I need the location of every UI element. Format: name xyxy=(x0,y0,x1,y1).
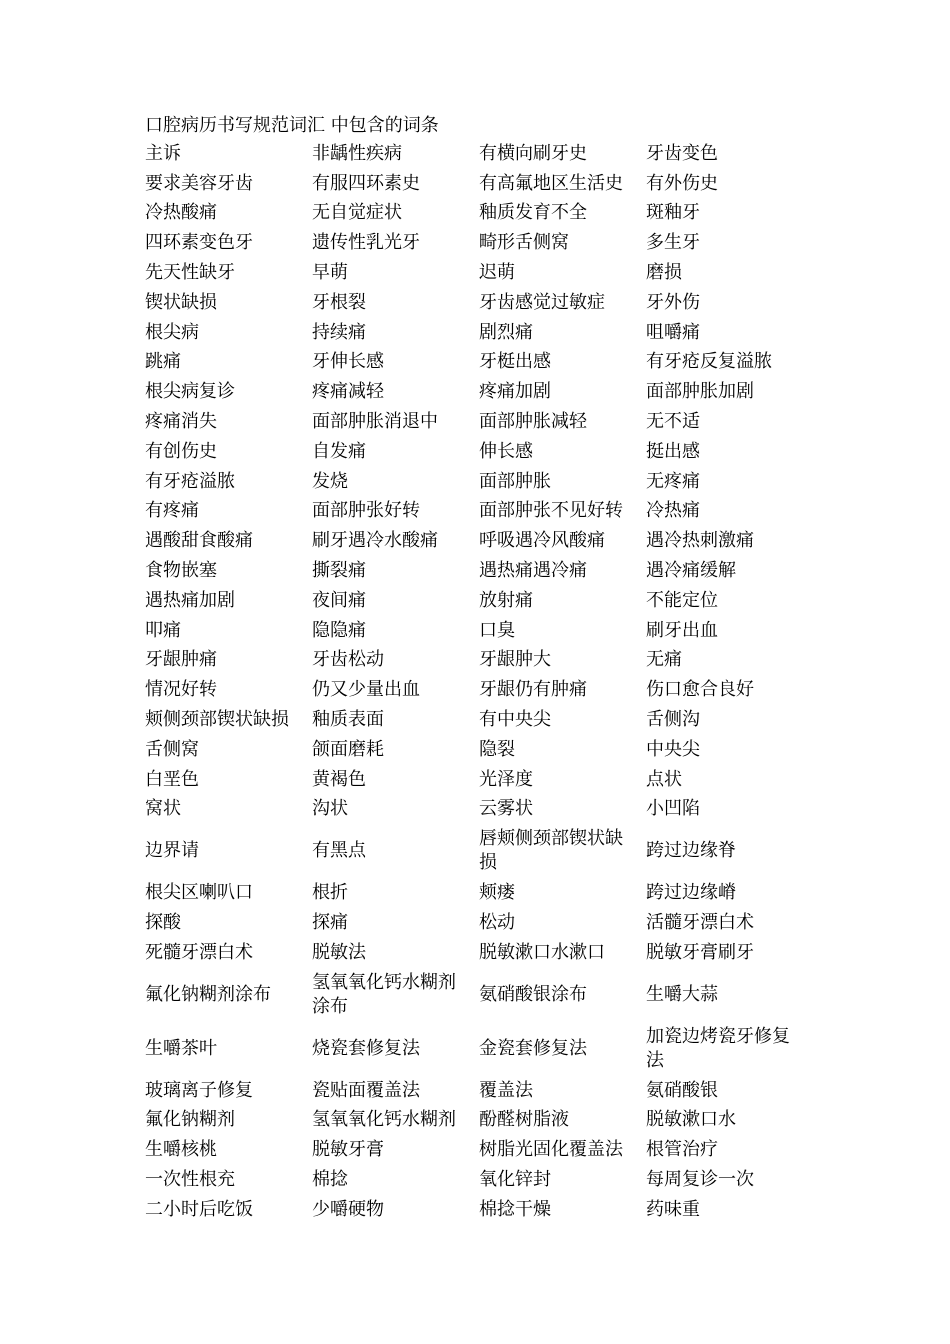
table-row xyxy=(138,646,806,676)
table-cell: 氟化钠糊剂涂布 xyxy=(145,983,271,1005)
table-cell: 牙梃出感 xyxy=(479,351,551,373)
terms-table xyxy=(138,139,806,1225)
table-cell: 咀嚼痛 xyxy=(646,321,700,343)
table-cell: 窝状 xyxy=(145,798,181,820)
table-cell: 面部肿胀消退中 xyxy=(312,411,438,433)
table-cell: 疼痛减轻 xyxy=(312,381,384,403)
table-row xyxy=(138,1106,806,1136)
table-cell: 边界请 xyxy=(145,840,199,862)
table-cell: 畸形舌侧窝 xyxy=(479,232,569,254)
table-cell: 刷牙遇冷水酸痛 xyxy=(312,530,438,552)
table-cell: 面部肿胀 xyxy=(479,470,551,492)
table-cell: 冷热酸痛 xyxy=(145,202,217,224)
table-cell: 锲状缺损 xyxy=(145,291,217,313)
table-cell: 舌侧沟 xyxy=(646,709,700,731)
table-cell: 二小时后吃饭 xyxy=(145,1198,253,1220)
table-cell: 点状 xyxy=(646,768,682,790)
table-cell: 少嚼硬物 xyxy=(312,1198,384,1220)
table-cell: 遇热痛遇冷痛 xyxy=(479,560,587,582)
table-cell: 牙根裂 xyxy=(312,291,366,313)
table-cell: 死髓牙漂白术 xyxy=(145,941,253,963)
table-cell: 面部肿张不见好转 xyxy=(479,500,623,522)
table-cell: 牙龈仍有肿痛 xyxy=(479,679,587,701)
table-cell: 早萌 xyxy=(312,262,348,284)
table-cell: 光泽度 xyxy=(479,768,533,790)
table-cell: 氨硝酸银 xyxy=(646,1079,718,1101)
table-cell: 牙外伤 xyxy=(646,291,700,313)
table-cell: 无自觉症状 xyxy=(312,202,402,224)
table-cell: 斑釉牙 xyxy=(646,202,700,224)
table-cell: 面部肿胀减轻 xyxy=(479,411,587,433)
table-cell: 有服四环素史 xyxy=(312,172,420,194)
table-row xyxy=(138,675,806,705)
table-cell: 氨硝酸银涂布 xyxy=(479,983,587,1005)
table-row xyxy=(138,735,806,765)
table-cell: 遇热痛加剧 xyxy=(145,589,235,611)
terms-table-body xyxy=(138,139,806,1225)
table-cell: 根尖区喇叭口 xyxy=(145,882,253,904)
table-cell: 呼吸遇冷风酸痛 xyxy=(479,530,605,552)
table-cell: 伸长感 xyxy=(479,440,533,462)
table-row xyxy=(138,228,806,258)
table-cell: 小凹陷 xyxy=(646,798,700,820)
table-cell: 探酸 xyxy=(145,912,181,934)
table-cell: 隐隐痛 xyxy=(312,619,366,641)
table-cell: 不能定位 xyxy=(646,589,718,611)
table-row xyxy=(138,705,806,735)
table-cell: 面部肿胀加剧 xyxy=(646,381,754,403)
table-row xyxy=(138,348,806,378)
table-cell: 持续痛 xyxy=(312,321,366,343)
table-row xyxy=(138,497,806,527)
table-cell: 牙齿变色 xyxy=(646,142,718,164)
table-row xyxy=(138,467,806,497)
table-cell: 发烧 xyxy=(312,470,348,492)
table-cell: 跨过边缘嵴 xyxy=(646,882,736,904)
table-row xyxy=(138,1195,806,1225)
table-cell: 脱敏漱口水 xyxy=(646,1109,736,1131)
table-cell: 烧瓷套修复法 xyxy=(312,1037,420,1059)
table-row xyxy=(138,1076,806,1106)
table-row xyxy=(138,616,806,646)
table-cell: 口臭 xyxy=(479,619,515,641)
table-cell: 根尖病 xyxy=(145,321,199,343)
table-row xyxy=(138,765,806,795)
table-cell: 氟化钠糊剂 xyxy=(145,1109,235,1131)
table-row xyxy=(138,258,806,288)
table-cell: 一次性根充 xyxy=(145,1169,235,1190)
table-cell: 脱敏漱口水漱口 xyxy=(479,941,605,963)
table-cell: 酚醛树脂液 xyxy=(479,1109,569,1131)
table-cell: 沟状 xyxy=(312,798,348,820)
table-cell: 遗传性乳光牙 xyxy=(312,232,420,254)
table-cell: 中央尖 xyxy=(646,738,700,760)
table-row xyxy=(138,288,806,318)
table-row xyxy=(138,526,806,556)
table-row xyxy=(138,908,806,938)
table-cell: 有外伤史 xyxy=(646,172,718,194)
table-cell: 棉捻干燥 xyxy=(479,1198,551,1220)
table-cell: 有创伤史 xyxy=(145,440,217,462)
table-cell: 撕裂痛 xyxy=(312,560,366,582)
table-cell: 脱敏牙膏 xyxy=(312,1139,384,1161)
table-cell: 树脂光固化覆盖法 xyxy=(479,1139,623,1161)
table-cell: 非龋性疾病 xyxy=(312,142,402,164)
table-cell: 多生牙 xyxy=(646,232,700,254)
table-cell: 无疼痛 xyxy=(646,470,700,492)
table-row xyxy=(138,199,806,229)
table-cell: 要求美容牙齿 xyxy=(145,172,253,194)
table-cell: 脱敏法 xyxy=(312,941,366,963)
table-cell: 根管治疗 xyxy=(646,1139,718,1161)
table-cell: 四环素变色牙 xyxy=(145,232,253,254)
table-row xyxy=(138,968,806,1022)
table-cell: 冷热痛 xyxy=(646,500,700,522)
table-cell: 有中央尖 xyxy=(479,709,551,731)
table-cell: 云雾状 xyxy=(479,798,533,820)
table-cell: 情况好转 xyxy=(145,679,217,701)
table-cell: 加瓷边烤瓷牙修复法 xyxy=(646,1025,790,1071)
table-cell: 伤口愈合良好 xyxy=(646,679,754,701)
table-cell: 挺出感 xyxy=(646,440,700,462)
table-row xyxy=(138,878,806,908)
table-row xyxy=(138,586,806,616)
table-cell: 无不适 xyxy=(646,411,700,433)
table-cell: 遇冷热刺激痛 xyxy=(646,530,754,552)
table-cell: 覆盖法 xyxy=(479,1079,533,1101)
table-cell: 遇酸甜食酸痛 xyxy=(145,530,253,552)
table-cell: 夜间痛 xyxy=(312,589,366,611)
document-title: 口腔病历书写规范词汇 中包含的词条 xyxy=(145,115,439,136)
table-cell: 生嚼核桃 xyxy=(145,1139,217,1161)
table-cell: 食物嵌塞 xyxy=(145,560,217,582)
table-row xyxy=(138,824,806,878)
table-cell: 面部肿张好转 xyxy=(312,500,420,522)
table-cell: 根折 xyxy=(312,882,348,904)
table-cell: 脱敏牙膏刷牙 xyxy=(646,941,754,963)
table-cell: 牙齿感觉过敏症 xyxy=(479,291,605,313)
table-cell: 黄褐色 xyxy=(312,768,366,790)
table-row xyxy=(138,169,806,199)
table-cell: 生嚼茶叶 xyxy=(145,1037,217,1059)
table-cell: 药味重 xyxy=(646,1198,700,1220)
table-row xyxy=(138,318,806,348)
table-cell: 釉质发育不全 xyxy=(479,202,587,224)
table-cell: 牙齿松动 xyxy=(312,649,384,671)
table-cell: 松动 xyxy=(479,912,515,934)
table-cell: 棉捻 xyxy=(312,1169,348,1190)
table-cell: 先天性缺牙 xyxy=(145,262,235,284)
table-cell: 主诉 xyxy=(145,142,181,164)
table-cell: 有黑点 xyxy=(312,840,366,862)
table-cell: 有牙疮反复溢脓 xyxy=(646,351,772,373)
table-cell: 叩痛 xyxy=(145,619,181,641)
table-row xyxy=(138,556,806,586)
table-cell: 舌侧窝 xyxy=(145,738,199,760)
table-row xyxy=(138,407,806,437)
table-row xyxy=(138,938,806,968)
table-cell: 自发痛 xyxy=(312,440,366,462)
table-cell: 迟萌 xyxy=(479,262,515,284)
table-cell: 瓷贴面覆盖法 xyxy=(312,1079,420,1101)
table-cell: 遇冷痛缓解 xyxy=(646,560,736,582)
table-cell: 隐裂 xyxy=(479,738,515,760)
table-cell: 氢氧氧化钙水糊剂 xyxy=(312,1109,456,1131)
table-cell: 无痛 xyxy=(646,649,682,671)
table-cell: 仍又少量出血 xyxy=(312,679,420,701)
table-row xyxy=(138,1135,806,1165)
table-cell: 剧烈痛 xyxy=(479,321,533,343)
table-cell: 活髓牙漂白术 xyxy=(646,912,754,934)
table-row xyxy=(138,1022,806,1076)
table-cell: 玻璃离子修复 xyxy=(145,1079,253,1101)
table-row xyxy=(138,139,806,169)
table-cell: 刷牙出血 xyxy=(646,619,718,641)
table-cell: 跳痛 xyxy=(145,351,181,373)
table-cell: 生嚼大蒜 xyxy=(646,983,718,1005)
table-cell: 跨过边缘脊 xyxy=(646,840,736,862)
table-cell: 金瓷套修复法 xyxy=(479,1037,587,1059)
table-cell: 氧化锌封 xyxy=(479,1169,551,1190)
table-cell: 白垩色 xyxy=(145,768,199,790)
table-cell: 探痛 xyxy=(312,912,348,934)
table-cell: 牙龈肿大 xyxy=(479,649,551,671)
table-cell: 釉质表面 xyxy=(312,709,384,731)
table-cell: 唇颊侧颈部锲状缺损 xyxy=(479,828,623,874)
table-cell: 牙伸长感 xyxy=(312,351,384,373)
table-cell: 有横向刷牙史 xyxy=(479,142,587,164)
table-cell: 牙龈肿痛 xyxy=(145,649,217,671)
table-cell: 磨损 xyxy=(646,262,682,284)
table-cell: 每周复诊一次 xyxy=(646,1169,754,1190)
table-cell: 颊侧颈部锲状缺损 xyxy=(145,709,289,731)
table-cell: 有牙疮溢脓 xyxy=(145,470,235,492)
table-cell: 颊瘘 xyxy=(479,882,515,904)
table-cell: 氢氧氧化钙水糊剂涂布 xyxy=(312,971,456,1017)
table-row xyxy=(138,795,806,825)
table-cell: 疼痛加剧 xyxy=(479,381,551,403)
table-cell: 有高氟地区生活史 xyxy=(479,172,623,194)
table-cell: 放射痛 xyxy=(479,589,533,611)
table-row xyxy=(138,377,806,407)
table-cell: 根尖病复诊 xyxy=(145,381,235,403)
table-cell: 颌面磨耗 xyxy=(312,738,384,760)
table-row xyxy=(138,1165,806,1195)
table-cell: 有疼痛 xyxy=(145,500,199,522)
table-row xyxy=(138,437,806,467)
table-cell: 疼痛消失 xyxy=(145,411,217,433)
